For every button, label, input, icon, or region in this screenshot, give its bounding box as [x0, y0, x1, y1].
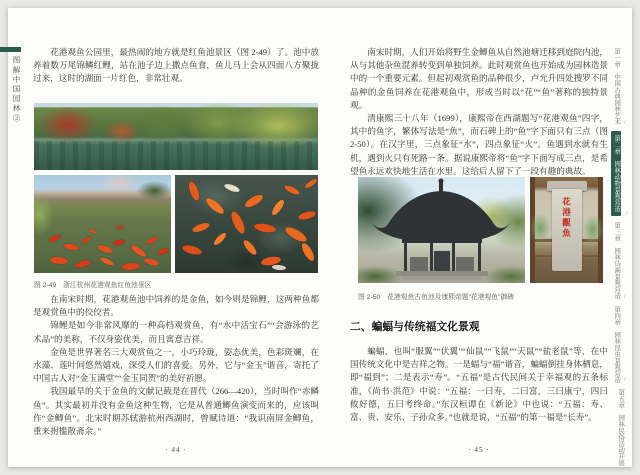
koi-fish: [121, 262, 140, 271]
koi-fish: [181, 243, 202, 256]
left-body-text: [33, 293, 319, 438]
koi-fish: [243, 192, 264, 209]
chapter-nav-item: 第一章 中国古典园林艺术: [613, 48, 621, 125]
chapter-nav-item: 第三章 园林诗画景观营造: [613, 222, 621, 300]
figure-caption-2-50: 图 2-50 花港观鱼古鱼池及康熙帝题“花港观鱼”御碑: [358, 294, 514, 301]
pavilion-photo: [358, 177, 525, 283]
koi-fish: [89, 228, 98, 235]
koi-fish: [157, 248, 170, 257]
koi-fish: [146, 235, 159, 245]
koi-fish: [229, 210, 247, 236]
paragraph: 在南宋时期，花港观鱼池中饲养的是金鱼，如今则是锦鲤，这两种鱼都是观赏鱼中的佼佼者。: [33, 294, 319, 318]
chapter-nav: [610, 46, 630, 466]
section-heading: 二、蝙蝠与传统福文化景观: [350, 321, 480, 333]
koi-fish: [186, 180, 200, 202]
chapter-nav-item: 第五章 园林民俗活动开展: [617, 388, 625, 466]
koi-fish: [130, 243, 147, 258]
koi-fish: [253, 222, 276, 234]
lake-panorama-photo: [34, 103, 318, 170]
chapter-separator: /: [623, 210, 630, 218]
intro-paragraph-block: [33, 46, 319, 86]
stele-photo: [530, 177, 603, 283]
koi-fish: [270, 199, 286, 218]
koi-fish: [192, 221, 211, 234]
koi-fish: [283, 224, 308, 244]
chapter-separator: /: [621, 118, 629, 126]
koi-fish: [300, 241, 317, 262]
chapter-separator: /: [621, 376, 629, 384]
koi-fish: [81, 235, 92, 245]
koi-fish: [223, 182, 240, 193]
koi-fish: [64, 242, 80, 251]
koi-fish: [283, 184, 300, 196]
paragraph: 花港观鱼公园里，最热闹的地方就是红鱼池景区（图 2-49）了。池中放养着数万尾锦鳞红鲤，站在池子边上撒点鱼食，鱼儿马上会从四面八方聚拢过来，这时的湖面一片红色，非常壮观。: [33, 47, 319, 84]
chapter-separator: /: [621, 293, 629, 301]
koi-fish: [297, 210, 316, 221]
left-page-number: · 44 ·: [165, 446, 187, 454]
chapter-nav-item: 第二章 园林动物景观营造: [611, 131, 621, 216]
right-body-text-section: [350, 345, 608, 424]
paragraph: 南宋时期，人们开始将野生金鲫鱼从自然池塘迁移到庭院内池，从与其他杂鱼混养转变到单独饲养。此时观赏鱼也开始成为园林造景中的一个重要元素。但起初观赏鱼的品种很少，卢允升四处搜罗不同品种的金鱼饲养在花港观鱼中，形成当时以“花”“鱼”著称的独特景观。: [350, 47, 608, 110]
koi-fish: [212, 231, 228, 247]
right-page-number: · 45 ·: [468, 446, 490, 454]
stele-inscription: 花港觀魚: [561, 197, 572, 239]
imperial-stele: [552, 189, 582, 271]
koi-fish: [99, 257, 114, 267]
series-title: 图解中国园林②: [12, 56, 21, 124]
koi-fish: [96, 243, 113, 254]
paragraph: 金鱼是世界著名三大观赏鱼之一，小巧玲珑，姿态优美，色彩斑斓，在水藻、莲叶间悠然嬉戏，深受人们的喜爱。另外，它与“金玉”谐音，寄托了中国古人对“金玉满堂”“金玉同贺”的美好祈愿。: [33, 346, 319, 384]
pavilion-silhouette: [358, 177, 525, 283]
chapter-nav-item: 第四章 园林昆虫景观营造: [613, 305, 621, 383]
paragraph: 我国最早的关于金鱼的文献记载是在晋代（266—420），当时叫作“赤鳞鱼”。其实最初并没有金鱼这种生物，它是从普通鲫鱼演变而来的，应该叫作“金鲫鱼”。北宋时期苏轼游杭州西湖时，曾赋诗道：“我识南屏金鲫鱼，重来拊槛散斋余。”: [33, 386, 319, 437]
koi-fish: [204, 196, 226, 216]
paragraph: 清康熙三十八年（1699），康熙帝在西湖题写“花港观鱼”四字，其中的鱼字，繁体写法是“魚”，而石碑上的“鱼”字下面只有三点（图 2-50）。在汉字里，三点象征“水”，四点象征“火”。鱼遇到水就有生机，遇到火只有死路一条。据说康熙帝将“鱼”字下面写成三点，是希望鱼永远欢快地生活在水里。这给后人留下了一段有趣的典故。: [350, 113, 608, 176]
right-body-text-top: [350, 46, 608, 178]
figure-caption-2-49: 图 2-49 浙江杭州花港观鱼红鱼池景区: [34, 282, 152, 289]
series-accent-bar: [0, 47, 21, 52]
koi-fish: [113, 239, 126, 246]
koi-fish: [272, 265, 286, 271]
koi-school-photo: [175, 175, 318, 273]
koi-fish: [241, 238, 258, 256]
koi-fish: [304, 177, 318, 189]
koi-fish: [143, 257, 159, 267]
koi-fish: [47, 233, 61, 243]
koi-fish: [75, 259, 92, 269]
koi-fish: [50, 257, 69, 266]
koi-fish: [116, 225, 125, 230]
koi-pond-photo: [34, 175, 171, 273]
paragraph: 锦鲤是如今非常风靡的一种高档观赏鱼，有“水中活宝石”“会游泳的艺术品”的美称，不仅身姿优美，而且寓意吉祥。: [33, 320, 319, 344]
paragraph: 蝙蝠，也叫“服翼”“伏翼”“仙鼠”“飞鼠”“天鼠”“盐老鼠”等，在中国传统文化中是吉祥之物。一是蝠与“福”谐音，蝙蝠倒挂身体栖息，即“福到”；二是表示“寿”。“五福”是古代民间关于幸福观的五条标准，《尚书·洪范》中说：“五福：一曰寿，二曰富，三曰康宁，四曰攸好德，五曰考终命。”东汉桓谭在《新论》中也说：“五福：寿、富、贵、安乐、子孙众多。”也就是说，“五福”的第一福是“长寿”。: [350, 346, 608, 423]
